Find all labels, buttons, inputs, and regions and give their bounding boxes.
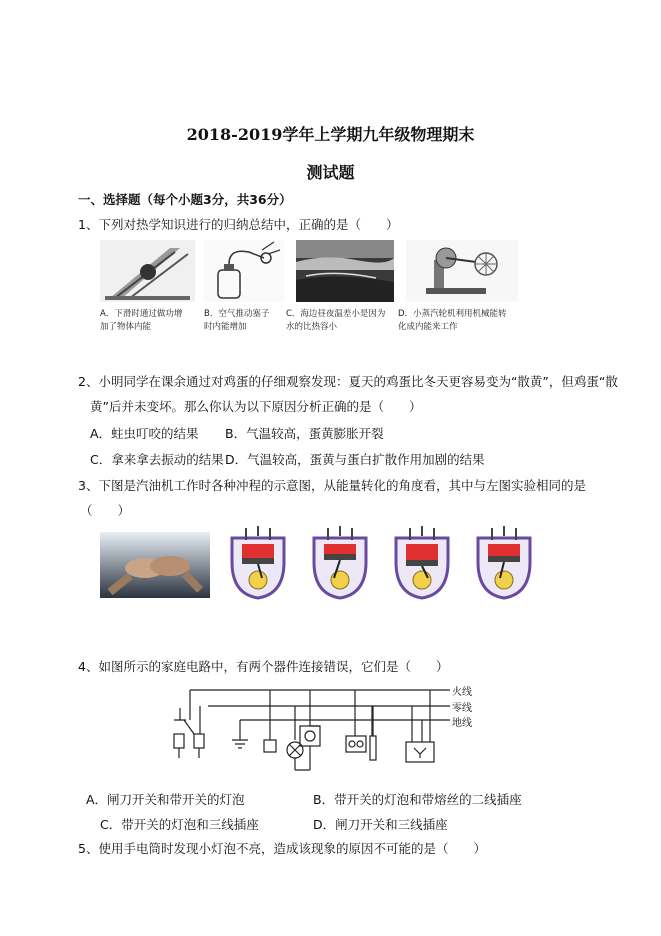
- q2-option-b: B．气温较高，蛋黄膨胀开裂: [225, 426, 384, 441]
- q1-caption-c-line1: C．海边昼夜温差小是因为: [286, 309, 386, 319]
- wire-label-fire: 火线: [452, 687, 472, 698]
- wire-label-zero: 零线: [452, 703, 472, 714]
- q3-stem-line1: 3、下图是汽油机工作时各种冲程的示意图，从能量转化的角度看，其中与左图实验相同的是: [78, 478, 586, 493]
- q3-figure: [100, 522, 540, 606]
- q4-stem: 4、如图所示的家庭电路中，有两个器件连接错误，它们是（ ）: [78, 659, 449, 674]
- engine-stroke-1: [218, 522, 298, 606]
- q4-option-c: C．带开关的灯泡和三线插座: [100, 817, 259, 832]
- engine-stroke-2: [300, 522, 380, 606]
- q1-figure: [100, 240, 520, 342]
- q1-caption-b-line1: B．空气推动塞子: [204, 309, 270, 319]
- q1-caption-d-line1: D．小蒸汽轮机利用机械能转: [398, 309, 507, 319]
- section-heading: 一、选择题（每个小题3分，共36分）: [78, 192, 292, 207]
- household-circuit: [160, 680, 460, 780]
- q2-option-d: D．气温较高，蛋黄与蛋白扩散作用加剧的结果: [225, 452, 485, 467]
- q1-caption-c-line2: 水的比热容小: [286, 322, 338, 332]
- q2-stem-line1: 2、小明同学在课余通过对鸡蛋的仔细观察发现：夏天的鸡蛋比冬天更容易变为“散黄”，但鸡蛋“散: [78, 374, 618, 389]
- q1-caption-b-line2: 时内能增加: [204, 322, 247, 332]
- q5-stem: 5、使用手电筒时发现小灯泡不亮，造成该现象的原因不可能的是（ ）: [78, 841, 486, 856]
- turbine-picture: [406, 240, 518, 302]
- q2-option-a: A．蛀虫叮咬的结果: [90, 426, 199, 441]
- q4-option-d: D．闸刀开关和三线插座: [313, 817, 448, 832]
- slide-picture: [100, 240, 195, 302]
- page-title: 2018-2019学年上学期九年级物理期末: [186, 125, 475, 144]
- q2-stem-line2: 黄”后并未变坏。那么你认为以下原因分析正确的是（ ）: [90, 399, 422, 414]
- engine-stroke-4: [464, 522, 544, 606]
- q1-caption-a-line1: A．下滑时通过做功增: [100, 309, 183, 319]
- seaside-picture: [296, 240, 394, 302]
- flask-picture: [204, 240, 284, 302]
- q4-circuit-diagram: [160, 680, 520, 780]
- q4-option-b: B．带开关的灯泡和带熔丝的二线插座: [313, 792, 522, 807]
- hands-rubbing-picture: [100, 532, 210, 598]
- wire-label-earth: 地线: [452, 718, 472, 729]
- q2-option-c: C．拿来拿去振动的结果: [90, 452, 224, 467]
- q4-option-a: A．闸刀开关和带开关的灯泡: [86, 792, 245, 807]
- page-subtitle: 测试题: [306, 163, 355, 182]
- q1-caption-a-line2: 加了物体内能: [100, 322, 152, 332]
- q1-stem: 1、下列对热学知识进行的归纳总结中，正确的是（ ）: [78, 217, 399, 232]
- q3-stem-line2: （ ）: [80, 503, 131, 518]
- engine-stroke-3: [382, 522, 462, 606]
- q1-caption-d-line2: 化成内能来工作: [398, 322, 458, 332]
